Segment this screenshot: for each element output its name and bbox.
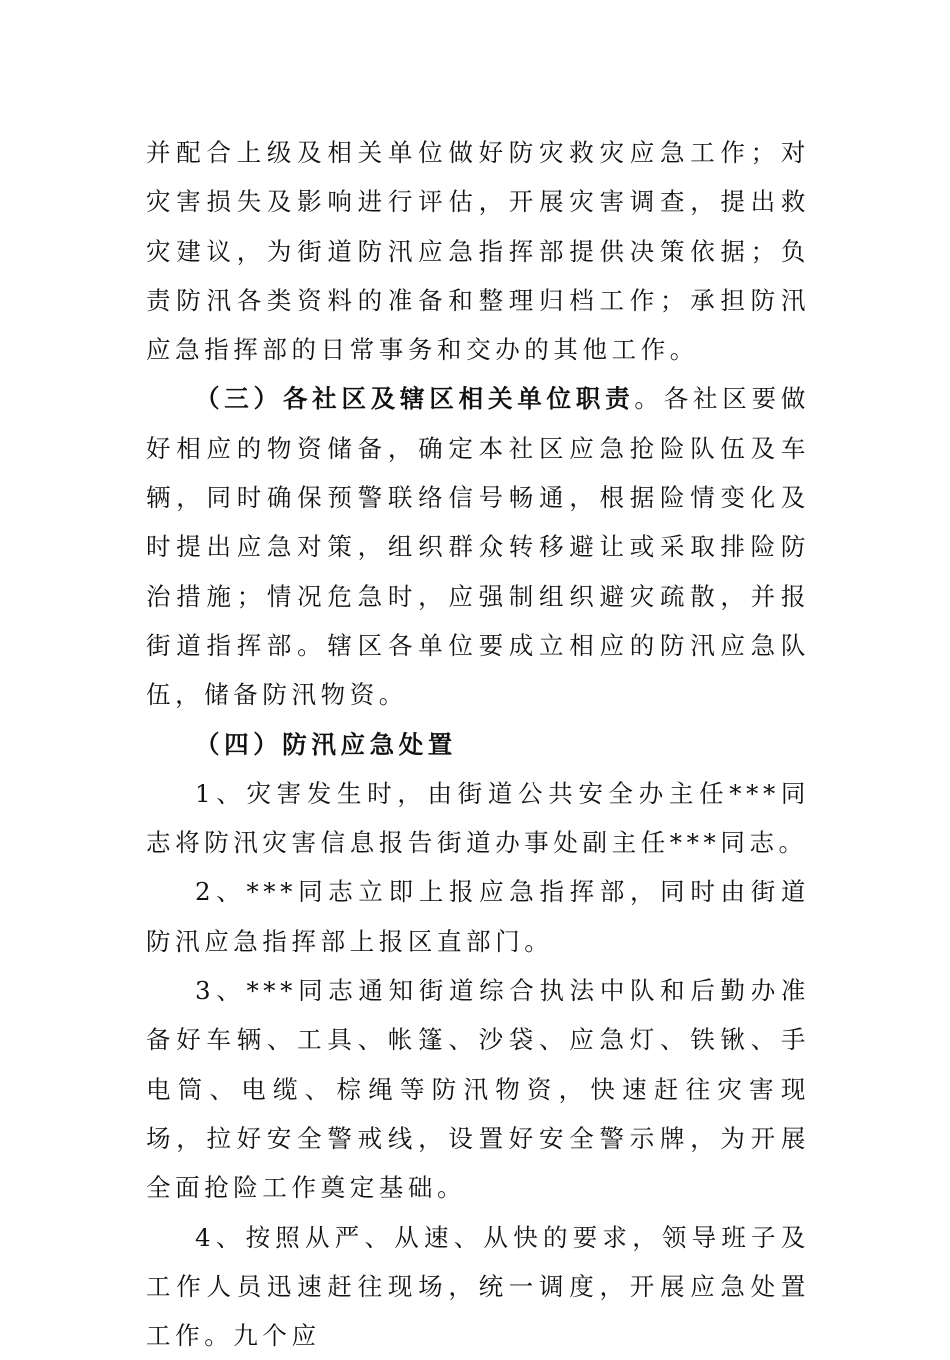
section-heading-three: （三）各社区及辖区相关单位职责 — [195, 384, 635, 414]
paragraph-step-4: 4、按照从严、从速、从快的要求，领导班子及工作人员迅速赶往现场，统一调度，开展应急处置工作。九个应 — [146, 1222, 810, 1351]
section-heading-four: （四）防汛应急处置 — [195, 729, 457, 759]
paragraph-duties-continued: 并配合上级及相关单位做好防灾救灾应急工作；对灾害损失及影响进行评估，开展灾害调查，提出救灾建议，为街道防汛应急指挥部提供决策依据；负责防汛各类资料的准备和整理归档工作；承担防汛应急指挥部的日常事务和交办的其他工作。 — [146, 138, 810, 365]
community-duties-text: 。各社区要做好相应的物资储备，确定本社区应急抢险队伍及车辆，同时确保预警联络信号畅通，根据险情变化及时提出应急对策，组织群众转移避让或采取排险防治措施；情况危急时，应强制组织避灾疏散，并报街道指挥部。辖区各单位要成立相应的防汛应急队伍，储备防汛物资。 — [146, 384, 810, 710]
paragraph-step-2: 2、***同志立即上报应急指挥部，同时由街道防汛应急指挥部上报区直部门。 — [146, 877, 810, 956]
paragraph-step-1: 1、灾害发生时，由街道公共安全办主任***同志将防汛灾害信息报告街道办事处副主任***同志。 — [146, 778, 810, 858]
paragraph-step-3: 3、***同志通知街道综合执法中队和后勤办准备好车辆、工具、帐篷、沙袋、应急灯、铁锹、手电筒、电缆、棕绳等防汛物资，快速赶往灾害现场，拉好安全警戒线，设置好安全警示牌，为开展全面抢险工作奠定基础。 — [146, 976, 810, 1203]
document-body — [146, 128, 810, 1360]
paragraph-community-duties — [146, 374, 810, 719]
